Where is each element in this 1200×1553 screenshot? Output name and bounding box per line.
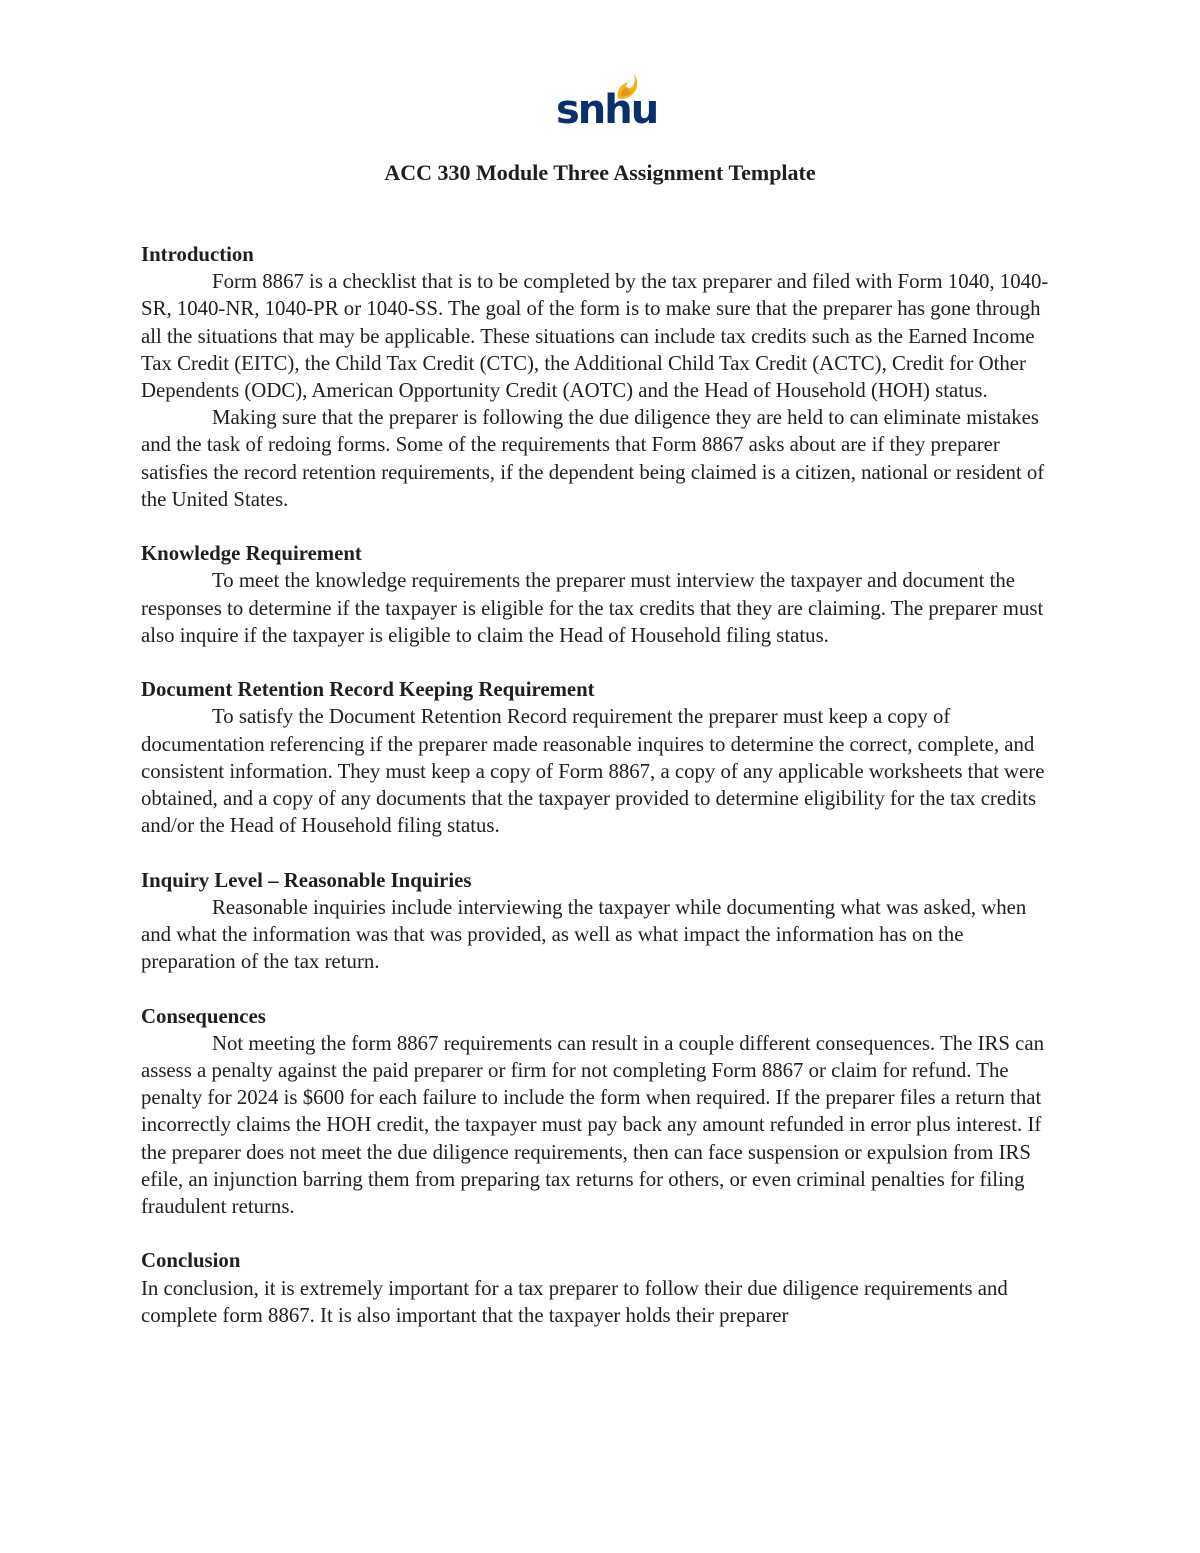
paragraph: Not meeting the form 8867 requirements can result in a couple different consequences. The IRS can assess a penalty against the paid preparer or firm for not completing Form 8867 or claim for refund. The penalty for 2024 is $600 for each failure to include the form when required. If the preparer files a return that incorrectly claims the HOH credit, the taxpayer must pay back any amount refunded in error plus interest. If the preparer does not meet the due diligence requirements, then can face suspension or expulsion from IRS efile, an injunction barring them from preparing tax returns for others, or even criminal penalties for filing fraudulent returns. bbox=[141, 1031, 1044, 1219]
logo-wordmark: snhu bbox=[556, 87, 658, 133]
section-introduction bbox=[141, 241, 1061, 513]
section-heading: Introduction bbox=[141, 243, 254, 266]
paragraph: Making sure that the preparer is following the due diligence they are held to can eliminate mistakes and the task of redoing forms. Some of the requirements that Form 8867 asks about are if they preparer satisfies the record retention requirements, if the dependent being claimed is a citizen, national or resident of the United States. bbox=[141, 406, 1045, 511]
section-knowledge-requirement bbox=[141, 540, 1061, 649]
document-title: ACC 330 Module Three Assignment Template bbox=[384, 160, 816, 185]
snhu-logo bbox=[556, 74, 658, 133]
paragraph: Form 8867 is a checklist that is to be completed by the tax preparer and filed with Form 1040, 1040-SR, 1040-NR, 1040-PR or 1040-SS. The goal of the form is to make sure that the preparer has gone through all the situations that may be applicable. These situations can include tax credits such as the Earned Income Tax Credit (EITC), the Child Tax Credit (CTC), the Additional Child Tax Credit (ACTC), Credit for Other Dependents (ODC), American Opportunity Credit (AOTC) and the Head of Household (HOH) status. bbox=[141, 270, 1049, 403]
section-heading: Consequences bbox=[141, 1004, 266, 1028]
section-inquiry-level bbox=[141, 867, 1061, 976]
paragraph: Reasonable inquiries include interviewing the taxpayer while documenting what was asked, when and what the information was that was provided, as well as what impact the information has on the preparation of the tax return. bbox=[141, 895, 1027, 974]
paragraph: To satisfy the Document Retention Record requirement the preparer must keep a copy of documentation referencing if the preparer made reasonable inquires to determine the correct, complete, and consistent information. They must keep a copy of Form 8867, a copy of any applicable worksheets that were obtained, and a copy of any documents that the taxpayer provided to determine eligibility for the tax credits and/or the Head of Household filing status. bbox=[141, 705, 1045, 838]
document-body bbox=[141, 241, 1061, 1329]
section-heading: Knowledge Requirement bbox=[141, 542, 362, 566]
section-consequences bbox=[141, 1003, 1061, 1221]
section-document-retention bbox=[141, 676, 1061, 839]
paragraph: To meet the knowledge requirements the preparer must interview the taxpayer and document the responses to determine if the taxpayer is eligible for the tax credits that they are claiming. The preparer must also inquire if the taxpayer is eligible to claim the Head of Household filing status. bbox=[141, 569, 1044, 647]
section-heading: Inquiry Level – Reasonable Inquiries bbox=[141, 868, 472, 892]
section-heading: Document Retention Record Keeping Requirement bbox=[141, 678, 595, 702]
paragraph: In conclusion, it is extremely important for a tax preparer to follow their due diligence requirements and complete form 8867. It is also important that the taxpayer holds their preparer bbox=[141, 1276, 1008, 1327]
section-conclusion bbox=[141, 1247, 1061, 1329]
section-heading: Conclusion bbox=[141, 1249, 241, 1273]
